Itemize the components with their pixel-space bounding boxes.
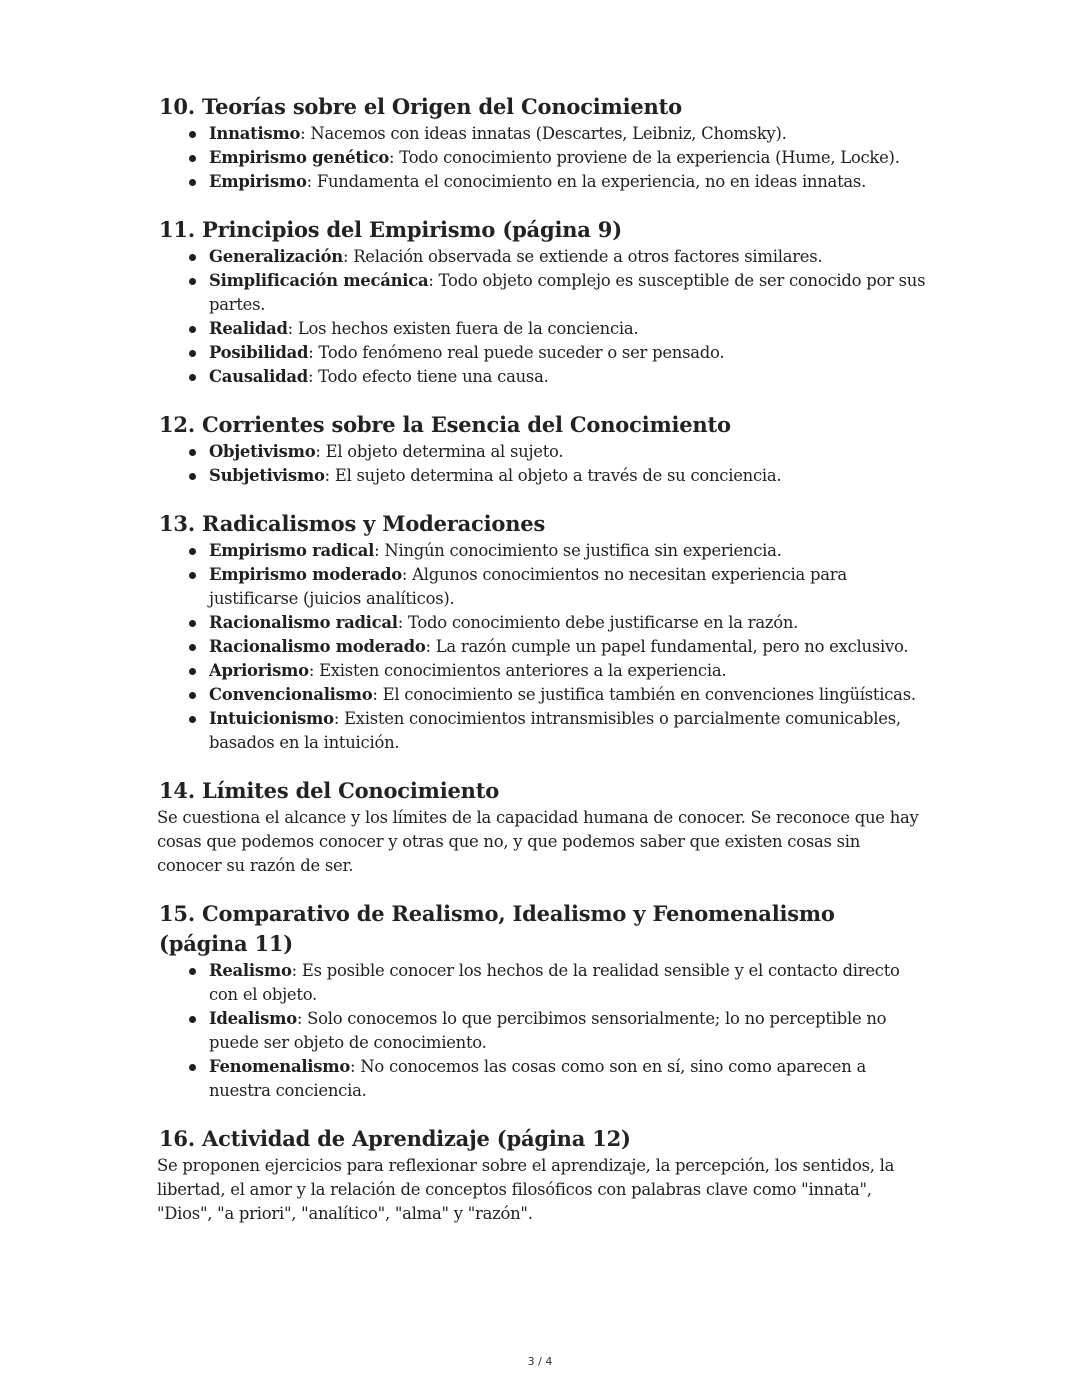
item-text: : La razón cumple un papel fundamental, pero no exclusivo. (425, 637, 909, 656)
list-item (157, 365, 927, 389)
list-item (157, 122, 927, 146)
list-item (157, 611, 927, 635)
section-paragraph: Se proponen ejercicios para reflexionar sobre el aprendizaje, la percepción, los sentidos, la libertad, el amor y la relación de conceptos filosóficos con palabras clave como "innata", "Dios", "a priori", "analítico", "alma" y "razón". (157, 1156, 895, 1223)
list-item (157, 563, 927, 611)
bullet-icon (189, 179, 196, 186)
bullet-icon (189, 668, 196, 675)
list-item (157, 317, 927, 341)
item-term: Fenomenalismo (209, 1057, 351, 1076)
item-text: : Ningún conocimiento se justifica sin experiencia. (374, 541, 782, 560)
bullet-icon (189, 350, 196, 357)
bullet-list (157, 440, 927, 488)
item-term: Causalidad (209, 367, 308, 386)
item-text: : No conocemos las cosas como son en sí, sino como aparecen a nuestra conciencia. (209, 1057, 867, 1100)
list-item (157, 539, 927, 563)
list-item (157, 245, 927, 269)
item-term: Empirismo moderado (209, 565, 402, 584)
item-text: : Todo conocimiento debe justificarse en la razón. (397, 613, 799, 632)
bullet-list (157, 245, 927, 389)
item-text: : El objeto determina al sujeto. (315, 442, 564, 461)
item-term: Generalización (209, 247, 343, 266)
item-term: Empirismo (209, 172, 307, 191)
list-item (157, 707, 927, 755)
item-term: Posibilidad (209, 343, 309, 362)
item-text: : Algunos conocimientos no necesitan experiencia para justificarse (juicios analíticos). (209, 565, 847, 608)
bullet-icon (189, 374, 196, 381)
bullet-icon (189, 278, 196, 285)
bullet-icon (189, 716, 196, 723)
section-heading: 14. Límites del Conocimiento (159, 778, 500, 803)
item-text: : Solo conocemos lo que percibimos sensorialmente; lo no perceptible no puede ser objeto de conocimiento. (209, 1009, 887, 1052)
item-term: Realismo (209, 961, 292, 980)
item-term: Intuicionismo (209, 709, 334, 728)
item-text: : Existen conocimientos anteriores a la experiencia. (308, 661, 727, 680)
item-text: : Todo fenómeno real puede suceder o ser pensado. (308, 343, 725, 362)
bullet-icon (189, 326, 196, 333)
bullet-icon (189, 968, 196, 975)
item-term: Racionalismo moderado (209, 637, 426, 656)
item-text: : Los hechos existen fuera de la conciencia. (287, 319, 639, 338)
item-text: : El conocimiento se justifica también en convenciones lingüísticas. (372, 685, 916, 704)
item-text: : El sujeto determina al objeto a través de su conciencia. (324, 466, 782, 485)
list-item (157, 659, 927, 683)
section-13 (157, 509, 927, 755)
bullet-icon (189, 548, 196, 555)
section-14 (157, 776, 927, 878)
item-text: : Todo efecto tiene una causa. (307, 367, 549, 386)
list-item (157, 1007, 927, 1055)
item-term: Empirismo genético (209, 148, 390, 167)
section-heading: 11. Principios del Empirismo (página 9) (159, 217, 622, 242)
list-item (157, 146, 927, 170)
list-item (157, 1055, 927, 1103)
item-term: Idealismo (209, 1009, 297, 1028)
item-term: Objetivismo (209, 442, 316, 461)
bullet-icon (189, 692, 196, 699)
list-item (157, 440, 927, 464)
bullet-list (157, 122, 927, 194)
item-text: : Nacemos con ideas innatas (Descartes, Leibniz, Chomsky). (300, 124, 787, 143)
item-term: Empirismo radical (209, 541, 375, 560)
section-15 (157, 899, 927, 1103)
list-item (157, 635, 927, 659)
list-item (157, 170, 927, 194)
section-heading: 13. Radicalismos y Moderaciones (159, 511, 546, 536)
page-indicator: 3 / 4 (527, 1355, 553, 1368)
list-item (157, 464, 927, 488)
item-term: Simplificación mecánica (209, 271, 429, 290)
bullet-list (157, 539, 927, 755)
item-term: Racionalismo radical (209, 613, 398, 632)
document-page (157, 92, 927, 1247)
list-item (157, 959, 927, 1007)
bullet-icon (189, 644, 196, 651)
item-term: Subjetivismo (209, 466, 325, 485)
section-heading: 16. Actividad de Aprendizaje (página 12) (159, 1126, 631, 1151)
item-text: : Fundamenta el conocimiento en la experiencia, no en ideas innatas. (306, 172, 867, 191)
item-term: Apriorismo (209, 661, 309, 680)
section-heading: 12. Corrientes sobre la Esencia del Conocimiento (159, 412, 731, 437)
list-item (157, 341, 927, 365)
item-text: : Todo conocimiento proviene de la experiencia (Hume, Locke). (389, 148, 900, 167)
bullet-icon (189, 1016, 196, 1023)
item-text: : Es posible conocer los hechos de la realidad sensible y el contacto directo con el objeto. (209, 961, 900, 1004)
item-term: Convencionalismo (209, 685, 373, 704)
list-item (157, 269, 927, 317)
item-text: : Relación observada se extiende a otros factores similares. (342, 247, 823, 266)
bullet-icon (189, 572, 196, 579)
section-heading: 10. Teorías sobre el Origen del Conocimiento (159, 94, 682, 119)
section-11 (157, 215, 927, 389)
bullet-list (157, 959, 927, 1103)
section-12 (157, 410, 927, 488)
section-10 (157, 92, 927, 194)
bullet-icon (189, 155, 196, 162)
bullet-icon (189, 1064, 196, 1071)
section-paragraph: Se cuestiona el alcance y los límites de la capacidad humana de conocer. Se reconoce que hay cosas que podemos conocer y otras que no, y que podemos saber que existen cosas sin conocer su razón de ser. (157, 808, 919, 875)
list-item (157, 683, 927, 707)
bullet-icon (189, 254, 196, 261)
bullet-icon (189, 620, 196, 627)
item-text: : Todo objeto complejo es susceptible de ser conocido por sus partes. (209, 271, 926, 314)
item-text: : Existen conocimientos intransmisibles o parcialmente comunicables, basados en la intuición. (209, 709, 901, 752)
bullet-icon (189, 131, 196, 138)
item-term: Realidad (209, 319, 288, 338)
bullet-icon (189, 449, 196, 456)
section-16 (157, 1124, 927, 1226)
section-heading: 15. Comparativo de Realismo, Idealismo y Fenomenalismo (página 11) (159, 901, 835, 956)
item-term: Innatismo (209, 124, 301, 143)
bullet-icon (189, 473, 196, 480)
